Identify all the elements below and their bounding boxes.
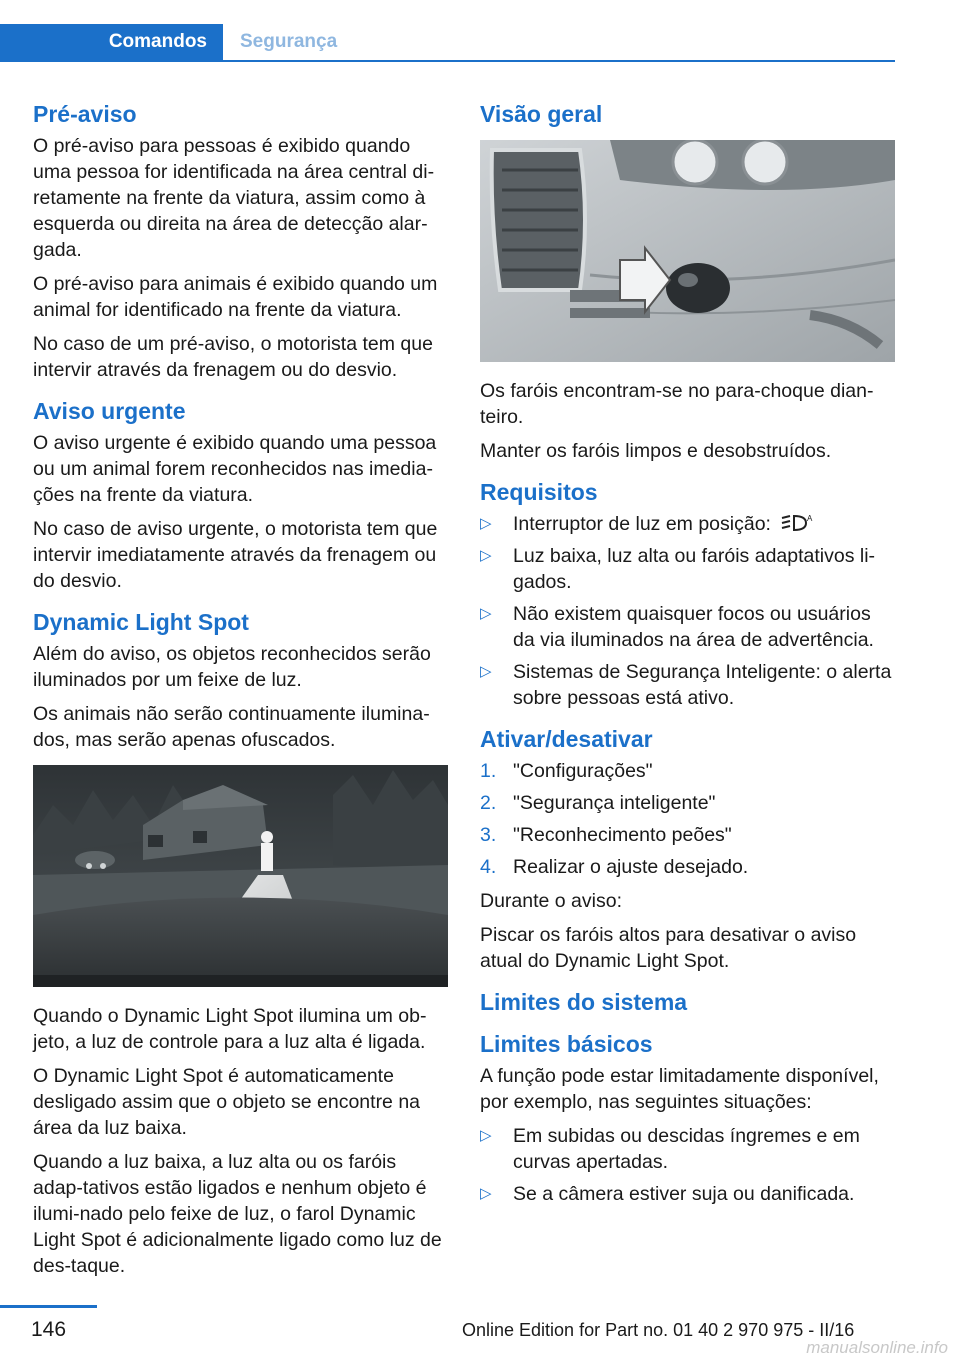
paragraph: Quando o Dynamic Light Spot ilumina um ob-jeto, a luz de controle para a luz alta é ligada. [33, 1005, 427, 1053]
step-number: 2. [480, 792, 497, 814]
paragraph: No caso de um pré-aviso, o motorista tem que intervir através da frenagem ou do desvio. [33, 333, 433, 381]
steps-list [480, 758, 895, 880]
heading-visao-geral: Visão geral [480, 101, 603, 127]
list-item [480, 1123, 895, 1175]
triangle-right-icon: ▷ [480, 515, 492, 532]
list-item [480, 659, 895, 711]
list-item [480, 758, 895, 784]
requirements-list [480, 511, 895, 711]
tab-seguranca-label: Segurança [240, 31, 338, 52]
step-text: "Configurações" [513, 760, 653, 782]
list-item [480, 543, 895, 595]
tab-comandos-label: Comandos [108, 31, 207, 52]
paragraph: Os faróis encontram-se no para-choque dian-teiro. [480, 380, 874, 428]
triangle-right-icon: ▷ [480, 1127, 492, 1144]
list-item [480, 1181, 895, 1207]
paragraph: Piscar os faróis altos para desativar o aviso atual do Dynamic Light Spot. [480, 924, 857, 972]
paragraph: A função pode estar limitadamente disponível, por exemplo, nas seguintes situações: [480, 1065, 879, 1113]
triangle-right-icon: ▷ [480, 1185, 492, 1202]
step-number: 3. [480, 824, 497, 846]
paragraph: O pré-aviso para animais é exibido quando um animal for identificado na frente da viatura. [33, 273, 438, 321]
triangle-right-icon: ▷ [480, 663, 492, 680]
header-rule [0, 60, 895, 62]
paragraph: O Dynamic Light Spot é automaticamente desligado assim que o objeto se encontre na área da luz baixa. [33, 1065, 421, 1139]
bumper-headlight-image [480, 140, 895, 362]
list-item [480, 790, 895, 816]
list-item [480, 822, 895, 848]
paragraph: Além do aviso, os objetos reconhecidos serão iluminados por um feixe de luz. [33, 643, 431, 691]
heading-aviso-urgente: Aviso urgente [33, 398, 186, 424]
list-item-text: Interruptor de luz em posição: [513, 513, 771, 535]
right-column [480, 100, 895, 1215]
paragraph: Quando a luz baixa, a luz alta ou os faróis adap-tativos estão ligados e nenhum objeto é ilumi-nado pelo feixe de luz, o farol Dynamic Light Spot é adicionalmente ligado como luz de des-taque. [33, 1151, 442, 1277]
svg-text:A: A [807, 514, 813, 523]
tab-comandos[interactable] [0, 24, 223, 60]
heading-ativar-desativar: Ativar/desativar [480, 726, 653, 752]
heading-limites-basicos: Limites básicos [480, 1031, 653, 1057]
paragraph: No caso de aviso urgente, o motorista tem que intervir imediatamente através da frenagem ou do desvio. [33, 518, 438, 592]
list-item [480, 511, 895, 537]
step-number: 1. [480, 760, 497, 782]
footer-rule [0, 1305, 97, 1308]
triangle-right-icon: ▷ [480, 547, 492, 564]
step-text: "Segurança inteligente" [513, 792, 716, 814]
page-number: 146 [30, 1318, 67, 1341]
edition-text: Online Edition for Part no. 01 40 2 970 975 - II/16 [462, 1320, 855, 1340]
triangle-right-icon: ▷ [480, 605, 492, 622]
tab-seguranca[interactable] [223, 24, 337, 60]
night-road-pedestrian-image [33, 765, 448, 987]
list-item [480, 601, 895, 653]
list-item-text: Se a câmera estiver suja ou danificada. [513, 1183, 855, 1205]
step-number: 4. [480, 856, 497, 878]
list-item-text: Em subidas ou descidas íngremes e em curvas apertadas. [513, 1125, 860, 1173]
list-item [480, 854, 895, 880]
watermark: manualsonline.info [806, 1338, 948, 1357]
paragraph: O pré-aviso para pessoas é exibido quando uma pessoa for identificada na área central di-retamente na frente da viatura, assim como à esquerda ou direita na área de detecção alar-gada. [33, 135, 435, 261]
heading-limites-do-sistema: Limites do sistema [480, 989, 688, 1015]
heading-pre-aviso: Pré-aviso [33, 101, 137, 127]
step-text: Realizar o ajuste desejado. [513, 856, 749, 878]
list-item-text: Não existem quaisquer focos ou usuários da via iluminados na área de advertência. [513, 603, 874, 651]
list-item-text: Sistemas de Segurança Inteligente: o alerta sobre pessoas está ativo. [513, 661, 892, 709]
heading-requisitos: Requisitos [480, 479, 598, 505]
paragraph: Durante o aviso: [480, 890, 622, 912]
header-bar [0, 24, 895, 62]
list-item-text: Luz baixa, luz alta ou faróis adaptativos li-gados. [513, 545, 876, 593]
paragraph: O aviso urgente é exibido quando uma pessoa ou um animal forem reconhecidos nas imedia-ções na frente da viatura. [33, 432, 437, 506]
auto-headlight-icon [780, 512, 816, 534]
step-text: "Reconhecimento peões" [513, 824, 732, 846]
paragraph: Os animais não serão continuamente ilumina-dos, mas serão apenas ofuscados. [33, 703, 430, 751]
left-column [33, 100, 448, 1287]
limits-list [480, 1123, 895, 1207]
paragraph: Manter os faróis limpos e desobstruídos. [480, 440, 832, 462]
heading-dynamic-light-spot: Dynamic Light Spot [33, 609, 249, 635]
